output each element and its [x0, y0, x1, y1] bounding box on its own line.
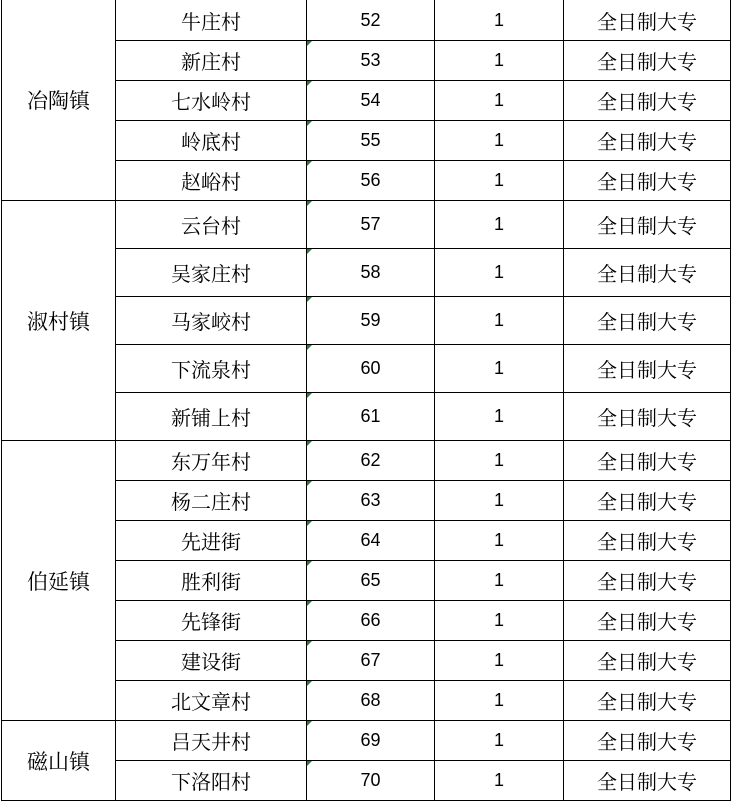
town-cell[interactable]: 磁山镇: [2, 721, 116, 801]
village-cell[interactable]: 先锋街: [116, 601, 307, 641]
number-cell[interactable]: 59: [307, 297, 435, 345]
count-cell[interactable]: 1: [435, 161, 564, 201]
village-cell[interactable]: 新铺上村: [116, 393, 307, 441]
education-cell[interactable]: 全日制大专: [564, 721, 731, 761]
education-cell[interactable]: 全日制大专: [564, 161, 731, 201]
number-cell[interactable]: 69: [307, 721, 435, 761]
village-cell[interactable]: 吕天井村: [116, 721, 307, 761]
town-cell[interactable]: 冶陶镇: [2, 0, 116, 201]
number-cell[interactable]: 66: [307, 601, 435, 641]
education-cell[interactable]: 全日制大专: [564, 297, 731, 345]
education-cell[interactable]: 全日制大专: [564, 345, 731, 393]
number-cell[interactable]: 64: [307, 521, 435, 561]
number-cell[interactable]: 54: [307, 81, 435, 121]
count-cell[interactable]: 1: [435, 393, 564, 441]
education-cell[interactable]: 全日制大专: [564, 249, 731, 297]
education-cell[interactable]: 全日制大专: [564, 201, 731, 249]
number-cell[interactable]: 70: [307, 761, 435, 801]
village-cell[interactable]: 下洛阳村: [116, 761, 307, 801]
count-cell[interactable]: 1: [435, 441, 564, 481]
village-cell[interactable]: 牛庄村: [116, 0, 307, 41]
number-cell[interactable]: 57: [307, 201, 435, 249]
education-cell[interactable]: 全日制大专: [564, 641, 731, 681]
village-cell[interactable]: 新庄村: [116, 41, 307, 81]
education-cell[interactable]: 全日制大专: [564, 681, 731, 721]
table-row: [2, 0, 731, 41]
education-cell[interactable]: 全日制大专: [564, 41, 731, 81]
village-cell[interactable]: 马家峧村: [116, 297, 307, 345]
table-body: [2, 0, 731, 801]
village-cell[interactable]: 云台村: [116, 201, 307, 249]
education-cell[interactable]: 全日制大专: [564, 81, 731, 121]
village-cell[interactable]: 岭底村: [116, 121, 307, 161]
table-row: [2, 201, 731, 249]
count-cell[interactable]: 1: [435, 121, 564, 161]
village-cell[interactable]: 吴家庄村: [116, 249, 307, 297]
positions-table: [1, 0, 731, 801]
village-cell[interactable]: 下流泉村: [116, 345, 307, 393]
number-cell[interactable]: 56: [307, 161, 435, 201]
town-cell[interactable]: 伯延镇: [2, 441, 116, 721]
education-cell[interactable]: 全日制大专: [564, 561, 731, 601]
number-cell[interactable]: 67: [307, 641, 435, 681]
number-cell[interactable]: 60: [307, 345, 435, 393]
number-cell[interactable]: 68: [307, 681, 435, 721]
village-cell[interactable]: 胜利街: [116, 561, 307, 601]
count-cell[interactable]: 1: [435, 601, 564, 641]
count-cell[interactable]: 1: [435, 0, 564, 41]
village-cell[interactable]: 杨二庄村: [116, 481, 307, 521]
count-cell[interactable]: 1: [435, 561, 564, 601]
number-cell[interactable]: 52: [307, 0, 435, 41]
education-cell[interactable]: 全日制大专: [564, 121, 731, 161]
number-cell[interactable]: 61: [307, 393, 435, 441]
count-cell[interactable]: 1: [435, 41, 564, 81]
village-cell[interactable]: 北文章村: [116, 681, 307, 721]
education-cell[interactable]: 全日制大专: [564, 761, 731, 801]
count-cell[interactable]: 1: [435, 721, 564, 761]
count-cell[interactable]: 1: [435, 81, 564, 121]
count-cell[interactable]: 1: [435, 521, 564, 561]
village-cell[interactable]: 七水岭村: [116, 81, 307, 121]
education-cell[interactable]: 全日制大专: [564, 441, 731, 481]
count-cell[interactable]: 1: [435, 641, 564, 681]
count-cell[interactable]: 1: [435, 481, 564, 521]
education-cell[interactable]: 全日制大专: [564, 521, 731, 561]
village-cell[interactable]: 赵峪村: [116, 161, 307, 201]
number-cell[interactable]: 63: [307, 481, 435, 521]
village-cell[interactable]: 东万年村: [116, 441, 307, 481]
number-cell[interactable]: 65: [307, 561, 435, 601]
number-cell[interactable]: 58: [307, 249, 435, 297]
education-cell[interactable]: 全日制大专: [564, 481, 731, 521]
town-cell[interactable]: 淑村镇: [2, 201, 116, 441]
education-cell[interactable]: 全日制大专: [564, 601, 731, 641]
number-cell[interactable]: 53: [307, 41, 435, 81]
count-cell[interactable]: 1: [435, 201, 564, 249]
village-cell[interactable]: 建设街: [116, 641, 307, 681]
table-row: [2, 721, 731, 761]
education-cell[interactable]: 全日制大专: [564, 393, 731, 441]
count-cell[interactable]: 1: [435, 297, 564, 345]
count-cell[interactable]: 1: [435, 681, 564, 721]
village-cell[interactable]: 先进街: [116, 521, 307, 561]
education-cell[interactable]: 全日制大专: [564, 0, 731, 41]
count-cell[interactable]: 1: [435, 345, 564, 393]
number-cell[interactable]: 55: [307, 121, 435, 161]
count-cell[interactable]: 1: [435, 249, 564, 297]
number-cell[interactable]: 62: [307, 441, 435, 481]
count-cell[interactable]: 1: [435, 761, 564, 801]
table-row: [2, 441, 731, 481]
